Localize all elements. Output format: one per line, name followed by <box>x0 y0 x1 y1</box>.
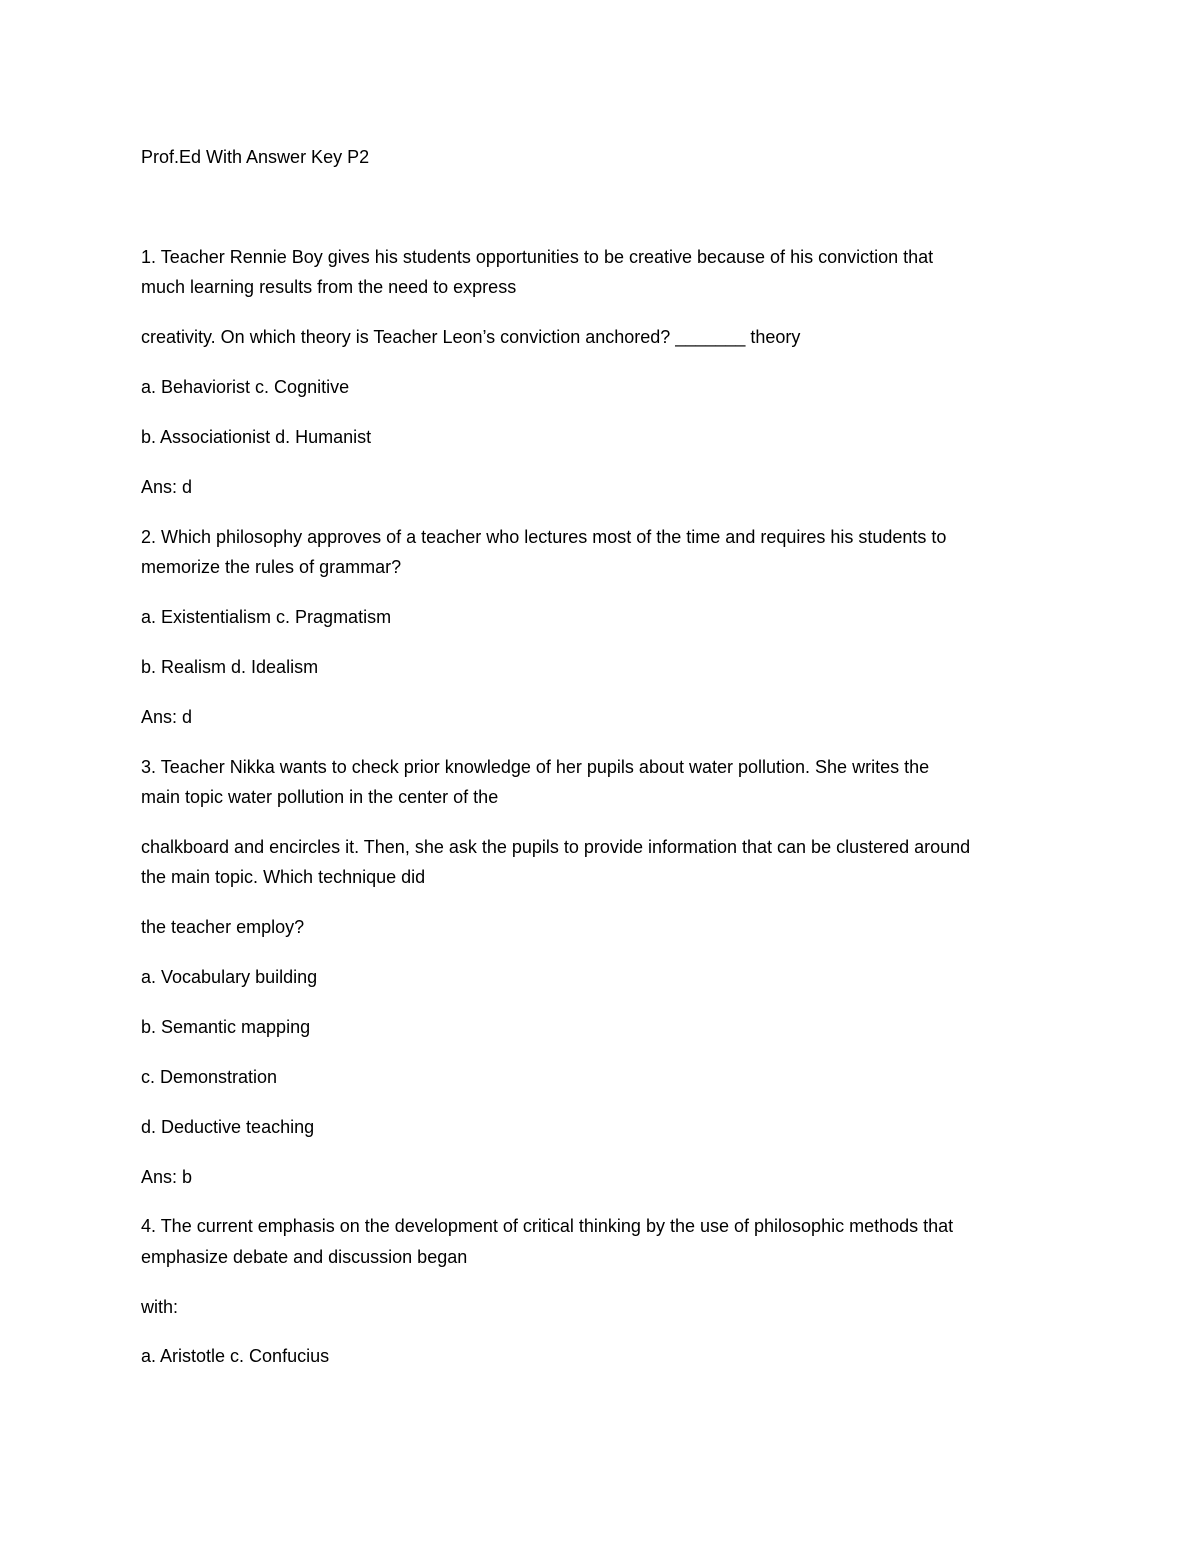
question-2-text: 2. Which philosophy approves of a teacher who lectures most of the time and requires his students to <box>141 527 947 547</box>
question-4-text: with: <box>141 1297 179 1317</box>
question-1-options: b. Associationist d. Humanist <box>141 427 372 447</box>
document-title: Prof.Ed With Answer Key P2 <box>141 147 370 167</box>
question-2-options: b. Realism d. Idealism <box>141 657 319 677</box>
question-4-options: a. Aristotle c. Confucius <box>141 1346 330 1366</box>
question-3-text: the main topic. Which technique did <box>141 867 426 887</box>
question-1-text: 1. Teacher Rennie Boy gives his students opportunities to be creative because of his conviction that <box>141 247 934 267</box>
question-3-text: 3. Teacher Nikka wants to check prior knowledge of her pupils about water pollution. She writes the <box>141 757 930 777</box>
question-3-text: chalkboard and encircles it. Then, she ask the pupils to provide information that can be clustered around <box>141 837 971 857</box>
question-3-option: b. Semantic mapping <box>141 1017 311 1037</box>
question-3-text: main topic water pollution in the center of the <box>141 787 499 807</box>
question-1-answer: Ans: d <box>141 477 193 497</box>
question-3-option: a. Vocabulary building <box>141 967 318 987</box>
question-1-text: much learning results from the need to express <box>141 277 517 297</box>
question-2-text: memorize the rules of grammar? <box>141 557 402 577</box>
question-4-text: 4. The current emphasis on the development of critical thinking by the use of philosophic methods that <box>141 1216 954 1236</box>
question-1-options: a. Behaviorist c. Cognitive <box>141 377 350 397</box>
question-3-text: the teacher employ? <box>141 917 305 937</box>
question-4-text: emphasize debate and discussion began <box>141 1247 468 1267</box>
question-3-option: d. Deductive teaching <box>141 1117 315 1137</box>
question-3-answer: Ans: b <box>141 1167 193 1187</box>
question-1-text: creativity. On which theory is Teacher Leon’s conviction anchored? _______ theory <box>141 327 801 347</box>
question-2-answer: Ans: d <box>141 707 193 727</box>
question-3-option: c. Demonstration <box>141 1067 278 1087</box>
question-2-options: a. Existentialism c. Pragmatism <box>141 607 392 627</box>
